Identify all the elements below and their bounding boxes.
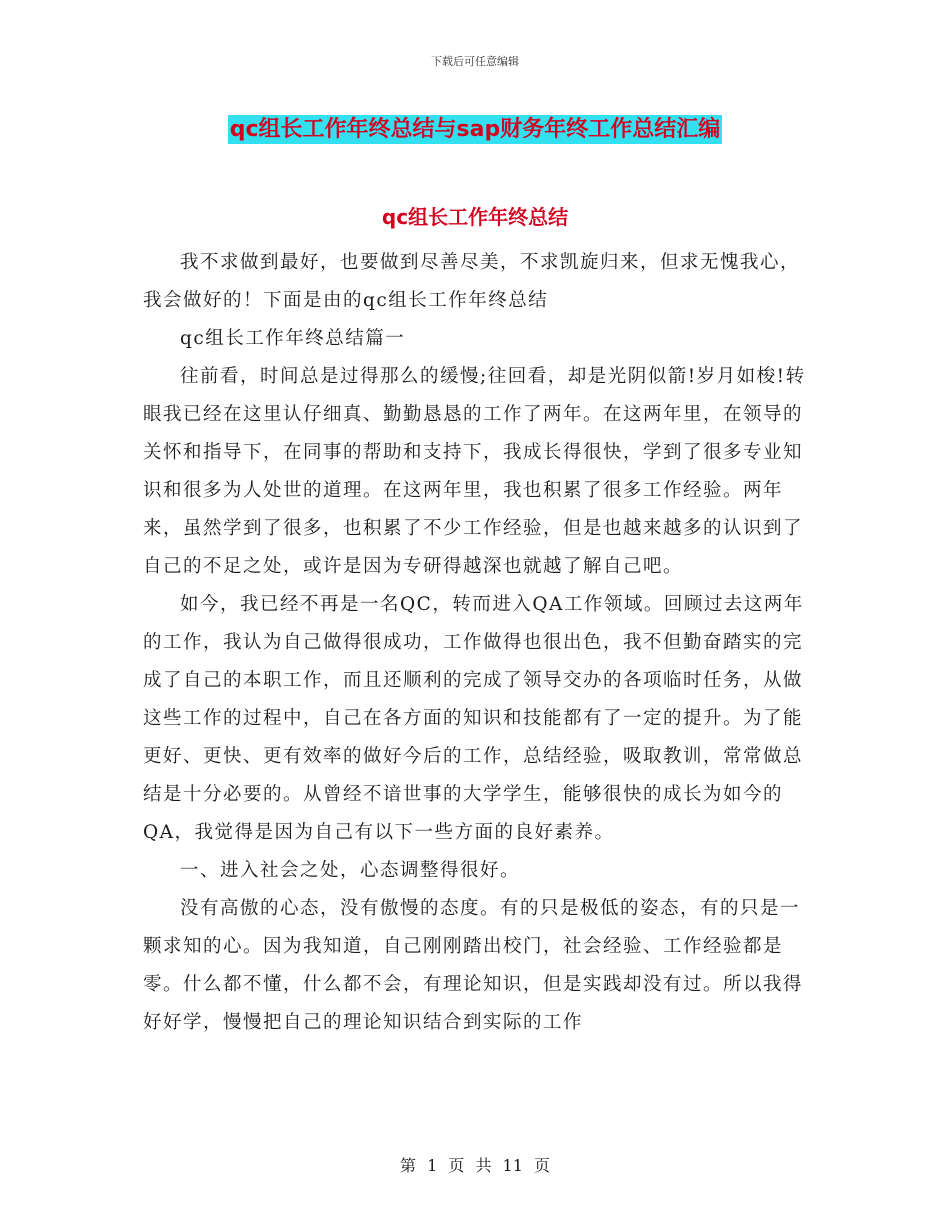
section-title: qc组长工作年终总结	[381, 205, 569, 229]
document-title	[0, 112, 950, 143]
page-footer: 第 1 页 共 11 页	[400, 1156, 550, 1175]
document-title-text: qc组长工作年终总结与sap财务年终工作总结汇编	[229, 117, 721, 142]
body-text	[143, 244, 809, 1042]
paragraph: qc组长工作年终总结篇一	[180, 328, 406, 349]
paragraph: 没有高傲的心态，没有傲慢的态度。有的只是极低的姿态，有的只是一颗求知的心。因为我知道，自己刚刚踏出校门，社会经验、工作经验都是零。什么都不懂，什么都不会，有理论知识，但是实践却没有过。所以我得好好学，慢慢把自己的理论知识结合到实际的工作	[143, 898, 804, 1033]
paragraph: 一、进入社会之处，心态调整得很好。	[180, 860, 521, 881]
header-note: 下载后可任意编辑	[431, 55, 519, 68]
paragraph: 往前看，时间总是过得那么的缓慢;往回看，却是光阴似箭!岁月如梭!转眼我已经在这里认仔细真、勤勤恳恳的工作了两年。在这两年里，在领导的关怀和指导下，在同事的帮助和支持下，我成长得很快，学到了很多专业知识和很多为人处世的道理。在这两年里，我也积累了很多工作经验。两年来，虽然学到了很多，也积累了不少工作经验，但是也越来越多的认识到了自己的不足之处，或许是因为专研得越深也就越了解自己吧。	[143, 366, 806, 577]
paragraph: 如今，我已经不再是一名QC，转而进入QA工作领域。回顾过去这两年的工作，我认为自己做得很成功，工作做得也很出色，我不但勤奋踏实的完成了自己的本职工作，而且还顺利的完成了领导交办的各项临时任务，从做这些工作的过程中，自己在各方面的知识和技能都有了一定的提升。为了能更好、更快、更有效率的做好今后的工作，总结经验，吸取教训，常常做总结是十分必要的。从曾经不谙世事的大学学生，能够很快的成长为如今的QA，我觉得是因为自己有以下一些方面的良好素养。	[143, 594, 804, 843]
paragraph: 我不求做到最好，也要做到尽善尽美，不求凯旋归来，但求无愧我心，我会做好的！下面是由的qc组长工作年终总结	[143, 252, 801, 311]
